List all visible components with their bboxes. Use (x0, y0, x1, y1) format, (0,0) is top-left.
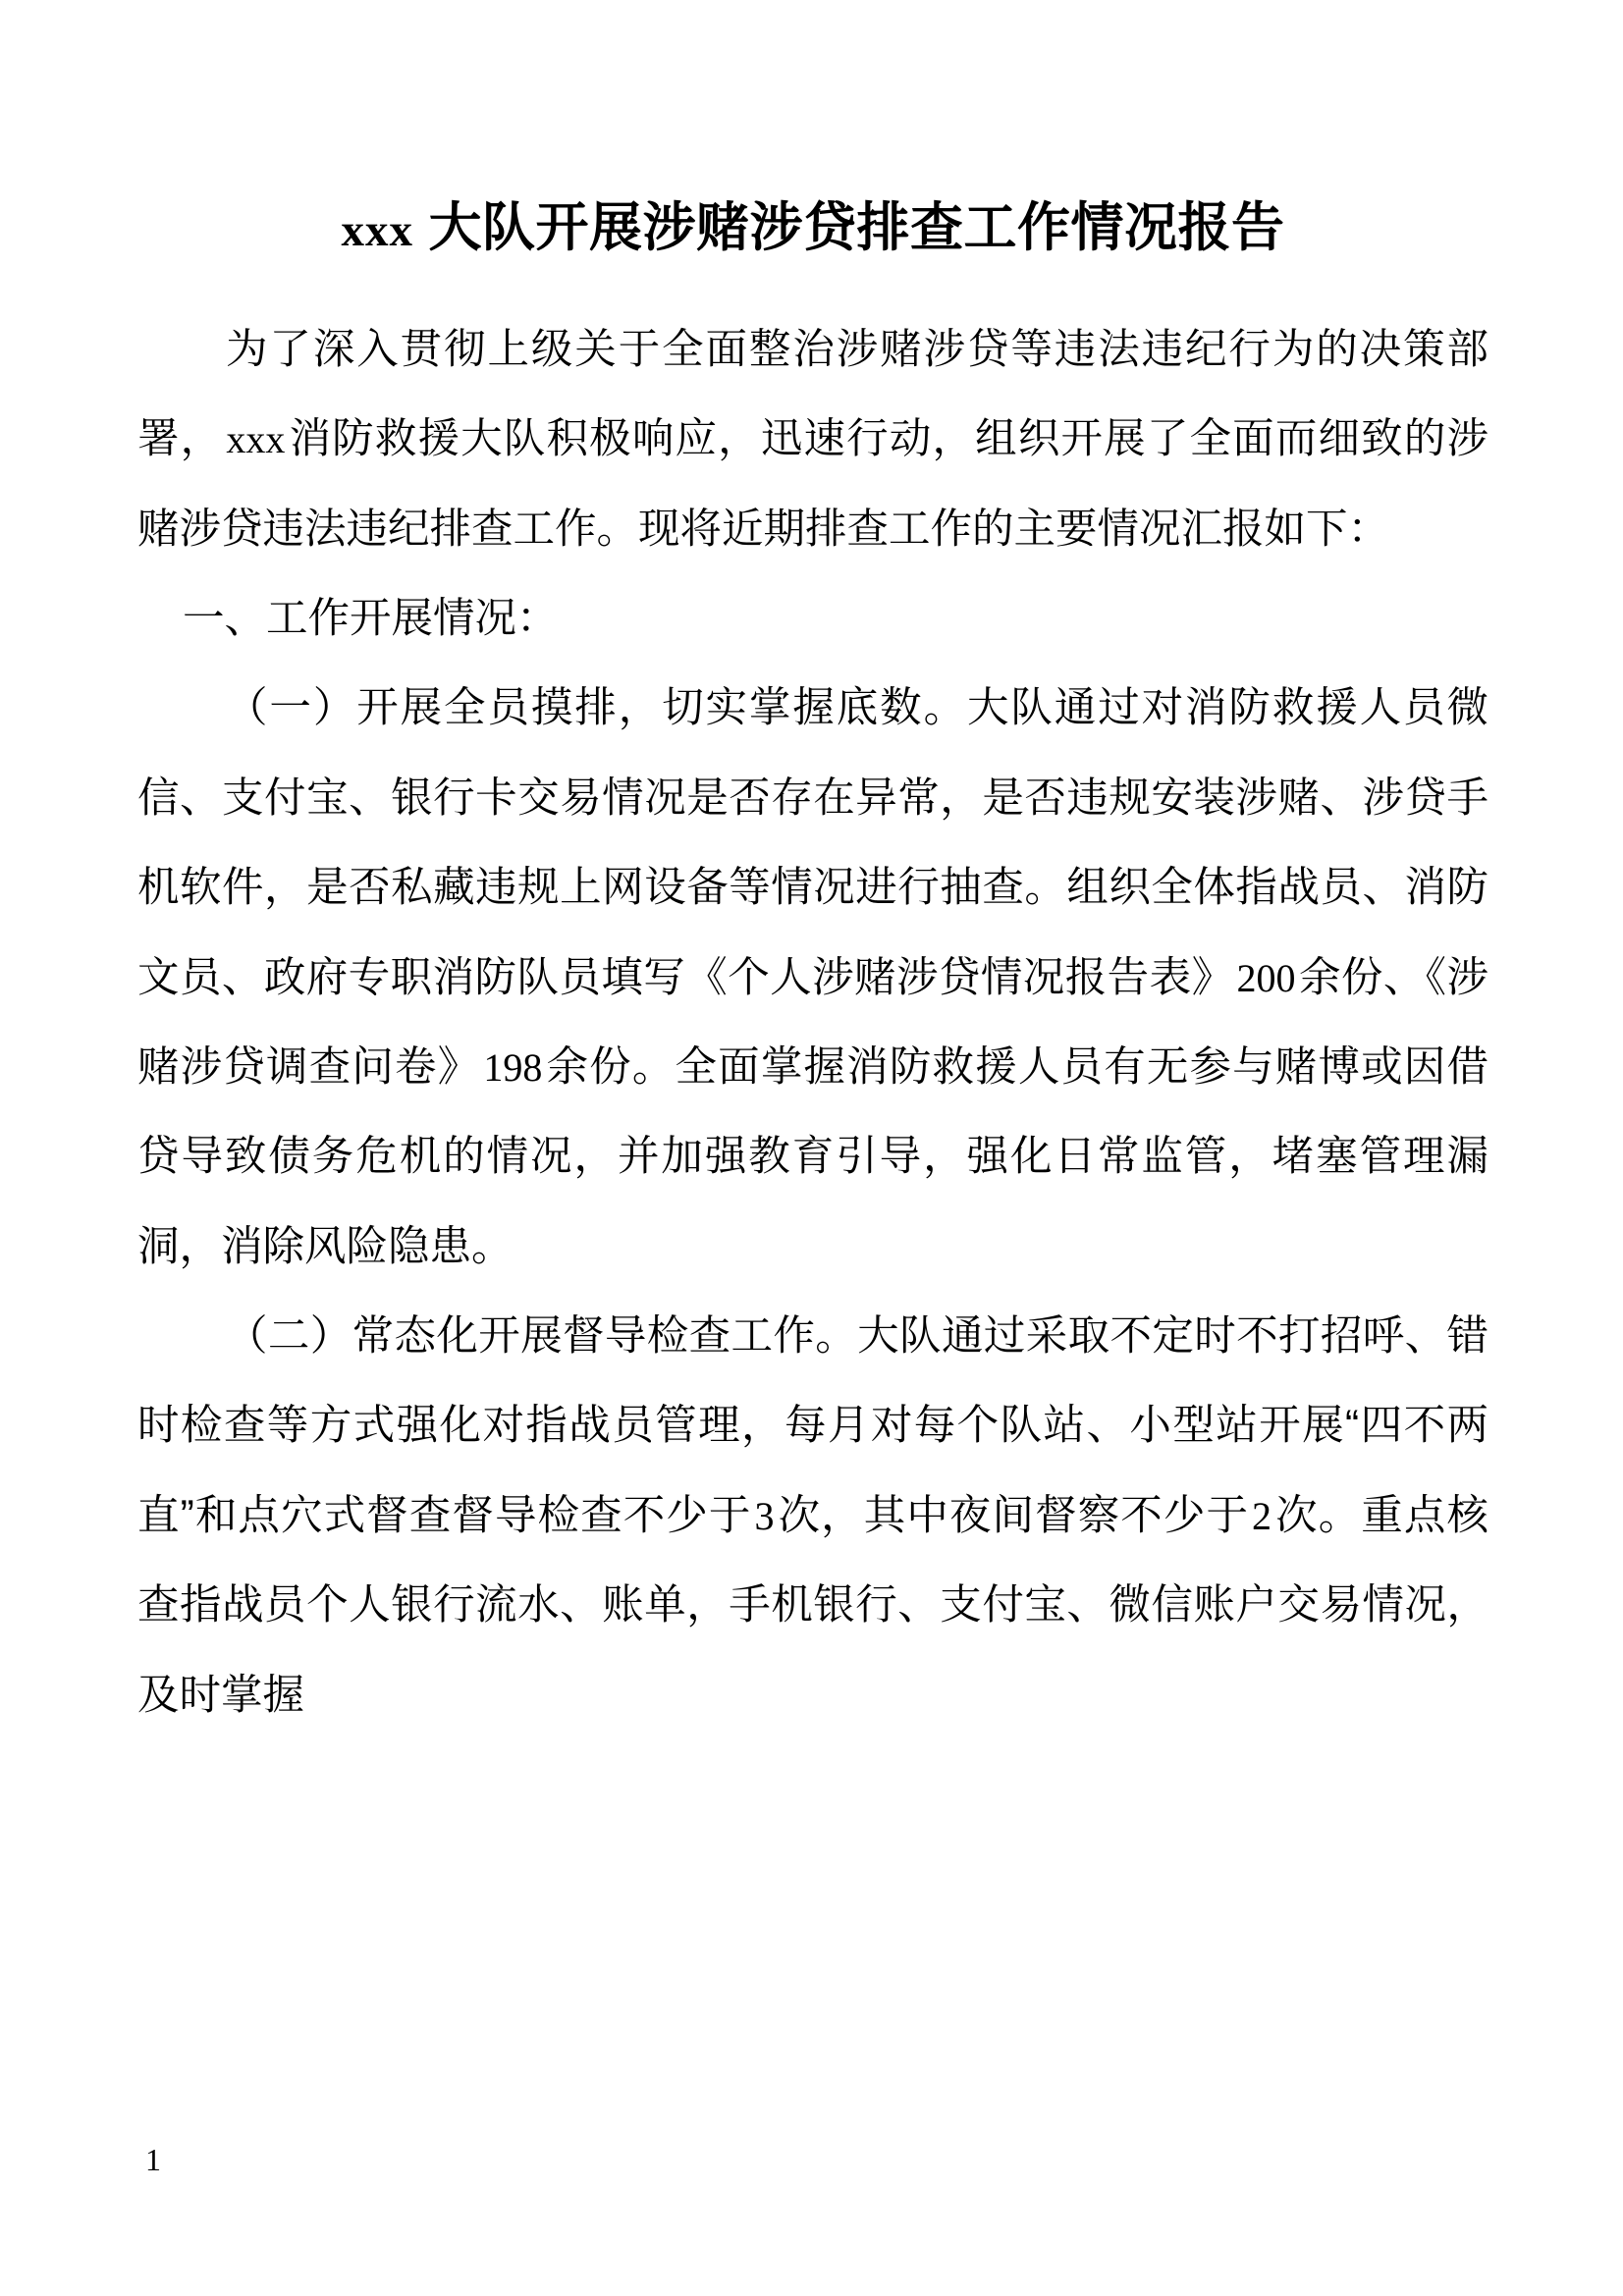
intro-text-part-2: 消防救援大队积极响应，迅速行动，组织开展了全面而细致的涉赌涉贷违法违纪排查工作。现将近期排查工作的主要情况汇报如下： (137, 416, 1488, 553)
paragraph-intro (137, 305, 1488, 574)
subsection-two-text-part-2: 次，其中夜间督察不少于 (777, 1492, 1250, 1539)
document-body (137, 192, 1488, 1740)
subsection-one-text-part-1: （一）开展全员摸排，切实掌握底数。大队通过对消防救援人员微信、支付宝、银行卡交易情况是否存在异常，是否违规安装涉赌、涉贷手机软件，是否私藏违规上网设备等情况进行抽查。组织全体指战员、消防文员、政府专职消防队员填写《个人涉赌涉贷情况报告表》 (137, 685, 1488, 1001)
inspection-min-count: 3 (754, 1493, 775, 1538)
title-org-placeholder: xxx (341, 205, 413, 256)
page-number: 1 (145, 2142, 161, 2177)
questionnaire-count: 198 (483, 1044, 543, 1090)
paragraph-subsection-two (137, 1292, 1488, 1740)
title-main-text: 大队开展涉赌涉贷排查工作情况报告 (428, 198, 1285, 257)
section-heading-one: 一、工作开展情况： (183, 596, 559, 643)
intro-org-placeholder: xxx (226, 417, 286, 462)
subsection-one-text-part-2: 余份、《涉赌涉贷调查问卷》 (137, 954, 1488, 1091)
subsection-two-text-part-3: 次。重点核查指战员个人银行流水、账单，手机银行、支付宝、微信账户交易情况，及时掌握 (137, 1492, 1488, 1719)
report-form-count: 200 (1236, 955, 1296, 1000)
subsection-two-text-part-1: （二）常态化开展督导检查工作。大队通过采取不定时不打招呼、错时检查等方式强化对指战员管理，每月对每个队站、小型站开展“四不两直”和点穴式督查督导检查不少于 (137, 1313, 1488, 1539)
page-title (137, 192, 1488, 264)
night-inspection-min-count: 2 (1252, 1493, 1272, 1538)
intro-text-part-1: 为了深入贯彻上级关于全面整治涉赌涉贷等违法违纪行为的决策部署， (137, 326, 1488, 463)
subsection-one-text-part-3: 余份。全面掌握消防救援人员有无参与赌博或因借贷导致债务危机的情况，并加强教育引导，强化日常监管，堵塞管理漏洞，消除风险隐患。 (137, 1043, 1488, 1270)
paragraph-subsection-one (137, 664, 1488, 1292)
